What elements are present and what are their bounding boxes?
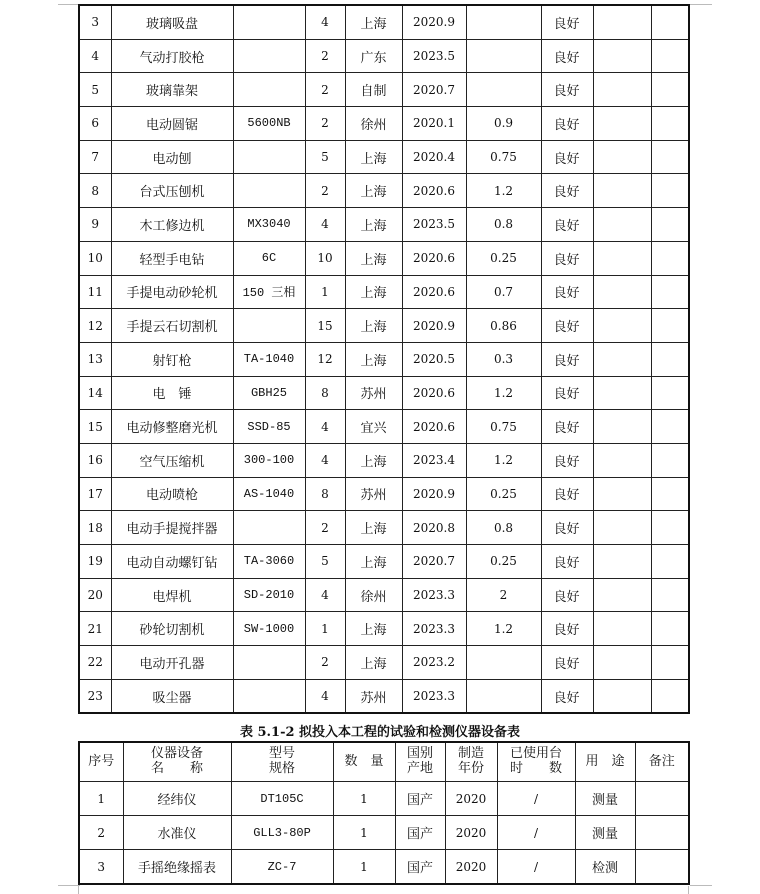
cell-status: 良好: [541, 140, 593, 174]
cell-empty: [593, 208, 651, 242]
cell-year: 2023.3: [402, 612, 466, 646]
cell-empty: [651, 511, 689, 545]
cell-status: 良好: [541, 545, 593, 579]
cell-origin: 上海: [345, 612, 402, 646]
cell-status: 良好: [541, 646, 593, 680]
cell-empty: [593, 679, 651, 713]
cell-status: 良好: [541, 376, 593, 410]
cell-no: 5: [79, 73, 111, 107]
cell-empty: [593, 511, 651, 545]
cell-year: 2020.9: [402, 309, 466, 343]
cell-empty: [651, 477, 689, 511]
table-row: [79, 241, 689, 275]
cell-qty: 2: [305, 107, 345, 141]
cell-power: 0.86: [466, 309, 541, 343]
instrument-table: [78, 741, 690, 885]
table-row: [79, 73, 689, 107]
equipment-table: [78, 4, 690, 714]
cell-power: 0.25: [466, 477, 541, 511]
cell-origin: 徐州: [345, 107, 402, 141]
cell-remark: [635, 816, 689, 850]
cell-no: 3: [79, 5, 111, 39]
cell-power: [466, 646, 541, 680]
cell-name: 水准仪: [123, 816, 231, 850]
cell-hours: /: [497, 816, 575, 850]
cell-origin: 苏州: [345, 376, 402, 410]
cell-origin: 宜兴: [345, 410, 402, 444]
table-row: [79, 107, 689, 141]
cell-year: 2020.6: [402, 376, 466, 410]
cell-hours: /: [497, 782, 575, 816]
cell-origin: 上海: [345, 140, 402, 174]
header-origin-line2: 产地: [406, 761, 433, 776]
table-caption: 表 5.1-2 拟投入本工程的试验和检测仪器设备表: [239, 725, 521, 740]
cell-origin: 广东: [345, 39, 402, 73]
cell-origin: 上海: [345, 646, 402, 680]
table-row: [79, 5, 689, 39]
cell-status: 良好: [541, 511, 593, 545]
cell-status: 良好: [541, 443, 593, 477]
cell-name: 电 锤: [111, 376, 233, 410]
cell-origin: 上海: [345, 443, 402, 477]
cell-empty: [651, 612, 689, 646]
header-qty: 数 量: [333, 742, 395, 782]
cell-status: 良好: [541, 410, 593, 444]
header-model: [231, 742, 333, 782]
cell-no: 22: [79, 646, 111, 680]
cell-empty: [651, 342, 689, 376]
cell-origin: 上海: [345, 5, 402, 39]
cell-no: 4: [79, 39, 111, 73]
cell-model: [233, 309, 305, 343]
cell-year: 2020.1: [402, 107, 466, 141]
cell-power: 1.2: [466, 612, 541, 646]
header-origin: [395, 742, 445, 782]
cell-name: 电动开孔器: [111, 646, 233, 680]
cell-no: 16: [79, 443, 111, 477]
cell-power: 0.75: [466, 140, 541, 174]
cell-empty: [651, 208, 689, 242]
cell-empty: [651, 174, 689, 208]
header-hours-line1: 已使用台: [509, 746, 562, 762]
cell-origin: 上海: [345, 174, 402, 208]
header-no: 序号: [79, 742, 123, 782]
cell-year: 2020.6: [402, 174, 466, 208]
table-row: [79, 578, 689, 612]
cell-origin: 苏州: [345, 679, 402, 713]
cell-remark: [635, 782, 689, 816]
header-use: 用 途: [575, 742, 635, 782]
cell-model: [233, 73, 305, 107]
cell-qty: 15: [305, 309, 345, 343]
cell-status: 良好: [541, 275, 593, 309]
header-year-line2: 年份: [457, 761, 484, 776]
cell-status: 良好: [541, 208, 593, 242]
cell-no: 9: [79, 208, 111, 242]
cell-origin: 苏州: [345, 477, 402, 511]
cell-empty: [593, 477, 651, 511]
header-origin-line1: 国别: [406, 746, 433, 762]
cell-name: 砂轮切割机: [111, 612, 233, 646]
cell-empty: [651, 5, 689, 39]
table-row: [79, 140, 689, 174]
cell-year: 2020.6: [402, 410, 466, 444]
cell-name: 电动圆锯: [111, 107, 233, 141]
cell-empty: [651, 578, 689, 612]
cell-model: [233, 511, 305, 545]
cell-qty: 4: [305, 5, 345, 39]
header-hours: [497, 742, 575, 782]
cell-year: 2020.7: [402, 545, 466, 579]
cell-empty: [651, 545, 689, 579]
table-row: [79, 309, 689, 343]
cell-power: 1.2: [466, 376, 541, 410]
table-row: [79, 208, 689, 242]
cell-no: 18: [79, 511, 111, 545]
cell-model: 300-100: [233, 443, 305, 477]
cell-empty: [593, 107, 651, 141]
cell-hours: /: [497, 850, 575, 885]
cell-empty: [593, 410, 651, 444]
cell-power: 0.25: [466, 545, 541, 579]
corner-mark: [690, 885, 712, 886]
cell-use: 检测: [575, 850, 635, 885]
cell-qty: 2: [305, 39, 345, 73]
cell-empty: [593, 309, 651, 343]
table-row: [79, 545, 689, 579]
cell-power: 0.8: [466, 208, 541, 242]
cell-status: 良好: [541, 241, 593, 275]
cell-status: 良好: [541, 73, 593, 107]
corner-mark: [58, 4, 80, 5]
cell-model: GLL3-80P: [231, 816, 333, 850]
cell-empty: [651, 679, 689, 713]
cell-empty: [593, 342, 651, 376]
table-row: [79, 376, 689, 410]
table-row: [79, 410, 689, 444]
cell-no: 14: [79, 376, 111, 410]
cell-no: 3: [79, 850, 123, 885]
cell-empty: [651, 73, 689, 107]
corner-mark: [690, 4, 712, 5]
cell-no: 2: [79, 816, 123, 850]
cell-no: 11: [79, 275, 111, 309]
cell-year: 2020.9: [402, 477, 466, 511]
cell-status: 良好: [541, 5, 593, 39]
cell-model: 6C: [233, 241, 305, 275]
cell-empty: [651, 140, 689, 174]
cell-model: AS-1040: [233, 477, 305, 511]
cell-model: [233, 5, 305, 39]
cell-model: SSD-85: [233, 410, 305, 444]
cell-year: 2020.9: [402, 5, 466, 39]
cell-origin: 国产: [395, 782, 445, 816]
header-model-line2: 规格: [268, 761, 295, 776]
table-row: [79, 850, 689, 885]
table-row: [79, 612, 689, 646]
cell-origin: 上海: [345, 241, 402, 275]
cell-qty: 2: [305, 174, 345, 208]
cell-power: 2: [466, 578, 541, 612]
cell-status: 良好: [541, 39, 593, 73]
cell-qty: 8: [305, 376, 345, 410]
cell-qty: 4: [305, 443, 345, 477]
header-model-line1: 型号: [268, 746, 295, 762]
cell-empty: [651, 107, 689, 141]
cell-power: 1.2: [466, 174, 541, 208]
cell-qty: 2: [305, 511, 345, 545]
cell-no: 8: [79, 174, 111, 208]
cell-no: 19: [79, 545, 111, 579]
cell-name: 吸尘器: [111, 679, 233, 713]
table-row: [79, 443, 689, 477]
cell-model: SW-1000: [233, 612, 305, 646]
cell-use: 测量: [575, 816, 635, 850]
header-hours-line2: 时 数: [509, 761, 562, 776]
cell-model: [233, 646, 305, 680]
cell-qty: 4: [305, 410, 345, 444]
cell-origin: 徐州: [345, 578, 402, 612]
cell-model: SD-2010: [233, 578, 305, 612]
cell-empty: [651, 39, 689, 73]
cell-name: 台式压刨机: [111, 174, 233, 208]
cell-origin: 上海: [345, 342, 402, 376]
table-row: [79, 477, 689, 511]
cell-empty: [593, 39, 651, 73]
cell-name: 电动手提搅拌器: [111, 511, 233, 545]
cell-model: 150 三相: [233, 275, 305, 309]
cell-no: 10: [79, 241, 111, 275]
header-name-line2: 名 称: [150, 761, 203, 776]
cell-year: 2023.4: [402, 443, 466, 477]
table-row: [79, 782, 689, 816]
cell-qty: 8: [305, 477, 345, 511]
cell-model: [233, 140, 305, 174]
cell-model: [233, 679, 305, 713]
cell-qty: 2: [305, 646, 345, 680]
cell-name: 玻璃吸盘: [111, 5, 233, 39]
cell-year: 2020.5: [402, 342, 466, 376]
table-row: [79, 342, 689, 376]
cell-year: 2020.7: [402, 73, 466, 107]
cell-name: 电动刨: [111, 140, 233, 174]
cell-status: 良好: [541, 679, 593, 713]
cell-name: 电动喷枪: [111, 477, 233, 511]
cell-status: 良好: [541, 612, 593, 646]
cell-year: 2020: [445, 782, 497, 816]
cell-name: 气动打胶枪: [111, 39, 233, 73]
cell-power: [466, 679, 541, 713]
header-name: [123, 742, 231, 782]
cell-name: 经纬仪: [123, 782, 231, 816]
cell-year: 2020.4: [402, 140, 466, 174]
cell-origin: 上海: [345, 309, 402, 343]
cell-no: 6: [79, 107, 111, 141]
cell-empty: [593, 612, 651, 646]
cell-empty: [593, 275, 651, 309]
cell-no: 1: [79, 782, 123, 816]
cell-name: 射钉枪: [111, 342, 233, 376]
cell-qty: 10: [305, 241, 345, 275]
cell-qty: 2: [305, 73, 345, 107]
cell-status: 良好: [541, 578, 593, 612]
cell-year: 2020.6: [402, 275, 466, 309]
cell-model: MX3040: [233, 208, 305, 242]
cell-empty: [651, 376, 689, 410]
cell-year: 2023.3: [402, 578, 466, 612]
cell-name: 电焊机: [111, 578, 233, 612]
cell-empty: [593, 545, 651, 579]
cell-model: DT105C: [231, 782, 333, 816]
table-row: [79, 39, 689, 73]
cell-name: 手提云石切割机: [111, 309, 233, 343]
cell-power: [466, 39, 541, 73]
cell-model: GBH25: [233, 376, 305, 410]
table-header-row: [79, 742, 689, 782]
cell-empty: [593, 376, 651, 410]
cell-model: [233, 39, 305, 73]
cell-origin: 上海: [345, 208, 402, 242]
cell-power: 0.75: [466, 410, 541, 444]
cell-empty: [593, 73, 651, 107]
cell-empty: [593, 5, 651, 39]
cell-name: 手摇绝缘摇表: [123, 850, 231, 885]
table-row: [79, 816, 689, 850]
cell-empty: [651, 410, 689, 444]
cell-no: 7: [79, 140, 111, 174]
cell-status: 良好: [541, 107, 593, 141]
cell-year: 2020: [445, 816, 497, 850]
cell-remark: [635, 850, 689, 885]
cell-model: [233, 174, 305, 208]
cell-empty: [651, 309, 689, 343]
cell-model: ZC-7: [231, 850, 333, 885]
cell-model: TA-3060: [233, 545, 305, 579]
cell-year: 2023.3: [402, 679, 466, 713]
cell-status: 良好: [541, 174, 593, 208]
cell-no: 15: [79, 410, 111, 444]
cell-origin: 国产: [395, 850, 445, 885]
cell-origin: 上海: [345, 275, 402, 309]
cell-power: [466, 73, 541, 107]
cell-no: 12: [79, 309, 111, 343]
cell-status: 良好: [541, 477, 593, 511]
cell-year: 2020.6: [402, 241, 466, 275]
table-row: [79, 646, 689, 680]
cell-empty: [651, 275, 689, 309]
cell-empty: [651, 241, 689, 275]
cell-year: 2023.2: [402, 646, 466, 680]
cell-year: 2023.5: [402, 39, 466, 73]
cell-no: 20: [79, 578, 111, 612]
cell-empty: [593, 174, 651, 208]
cell-no: 13: [79, 342, 111, 376]
cell-qty: 5: [305, 545, 345, 579]
cell-power: 0.3: [466, 342, 541, 376]
header-name-line1: 仪器设备: [150, 746, 203, 762]
table-row: [79, 511, 689, 545]
cell-name: 空气压缩机: [111, 443, 233, 477]
cell-qty: 1: [305, 612, 345, 646]
cell-qty: 4: [305, 578, 345, 612]
corner-mark: [58, 885, 80, 886]
cell-power: 0.25: [466, 241, 541, 275]
cell-power: [466, 5, 541, 39]
cell-name: 木工修边机: [111, 208, 233, 242]
table-row: [79, 679, 689, 713]
cell-name: 电动修整磨光机: [111, 410, 233, 444]
table-row: [79, 174, 689, 208]
header-year-line1: 制造: [457, 746, 484, 762]
cell-no: 21: [79, 612, 111, 646]
cell-empty: [593, 443, 651, 477]
cell-empty: [651, 443, 689, 477]
cell-qty: 4: [305, 679, 345, 713]
cell-origin: 上海: [345, 545, 402, 579]
cell-qty: 5: [305, 140, 345, 174]
cell-empty: [593, 578, 651, 612]
cell-status: 良好: [541, 309, 593, 343]
cell-name: 玻璃靠架: [111, 73, 233, 107]
cell-no: 23: [79, 679, 111, 713]
cell-name: 轻型手电钻: [111, 241, 233, 275]
cell-year: 2023.5: [402, 208, 466, 242]
cell-power: 0.7: [466, 275, 541, 309]
cell-qty: 1: [333, 850, 395, 885]
cell-model: 5600NB: [233, 107, 305, 141]
cell-qty: 12: [305, 342, 345, 376]
cell-qty: 4: [305, 208, 345, 242]
cell-qty: 1: [333, 816, 395, 850]
cell-name: 电动自动螺钉钻: [111, 545, 233, 579]
header-year: [445, 742, 497, 782]
cell-no: 17: [79, 477, 111, 511]
cell-empty: [651, 646, 689, 680]
cell-name: 手提电动砂轮机: [111, 275, 233, 309]
table-row: [79, 275, 689, 309]
cell-origin: 自制: [345, 73, 402, 107]
cell-power: 0.8: [466, 511, 541, 545]
cell-power: 1.2: [466, 443, 541, 477]
cell-year: 2020.8: [402, 511, 466, 545]
cell-status: 良好: [541, 342, 593, 376]
cell-empty: [593, 646, 651, 680]
cell-power: 0.9: [466, 107, 541, 141]
cell-model: TA-1040: [233, 342, 305, 376]
cell-use: 测量: [575, 782, 635, 816]
header-remark: 备注: [635, 742, 689, 782]
cell-empty: [593, 140, 651, 174]
cell-year: 2020: [445, 850, 497, 885]
cell-qty: 1: [333, 782, 395, 816]
cell-qty: 1: [305, 275, 345, 309]
cell-empty: [593, 241, 651, 275]
cell-origin: 上海: [345, 511, 402, 545]
cell-origin: 国产: [395, 816, 445, 850]
